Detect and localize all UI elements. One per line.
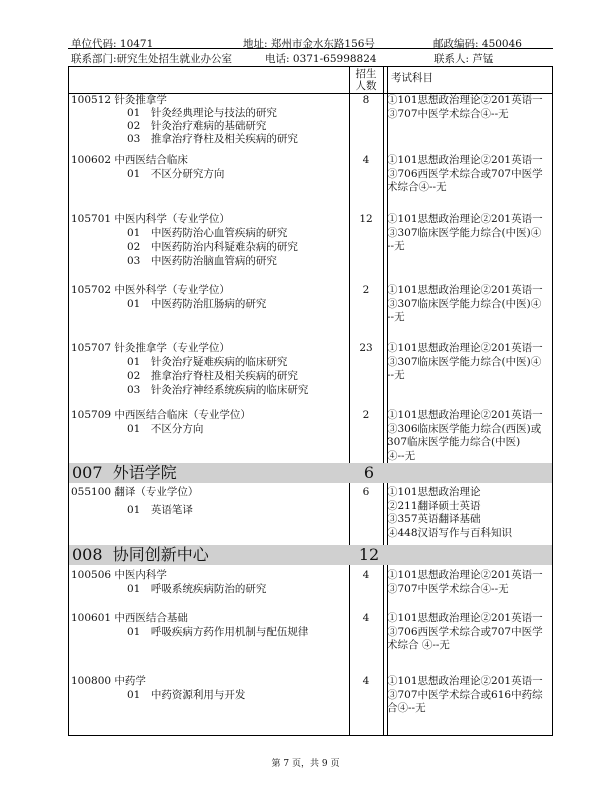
research-direction: 03 中医药防治脑血管病的研究: [127, 255, 277, 267]
research-direction: 01 针灸治疗疑难疾病的临床研究: [127, 356, 288, 368]
unit-code-label: 单位代码:: [71, 38, 117, 50]
header-divider: [68, 48, 553, 49]
exam-subjects: ①101思想政治理论②201英语一 ③707中医学术综合④--无: [387, 569, 543, 595]
enrollment-count: 12: [359, 213, 373, 225]
department-section-header: [69, 463, 552, 483]
research-direction: 01 不区分方向: [127, 423, 204, 435]
subjects-column-header: 考试科目: [391, 72, 433, 84]
postal-label: 邮政编码:: [433, 38, 479, 50]
major-title: 100602 中西医结合临床: [71, 154, 188, 166]
research-direction: 01 不区分研究方向: [127, 168, 225, 180]
research-direction: 03 针灸治疗神经系统疾病的临床研究: [127, 384, 309, 396]
enrollment-count: 8: [362, 94, 370, 106]
count-header-line1: 招生: [355, 68, 377, 80]
exam-subjects: ①101思想政治理论②201英语一 ③707中医学术综合或616中药综 合④--无: [387, 675, 543, 714]
enrollment-count: 4: [362, 612, 370, 624]
department-count: 6: [363, 463, 375, 482]
exam-subjects: ①101思想政治理论②201英语一 ③307临床医学能力综合(中医)④ --无: [387, 342, 543, 381]
research-direction: 02 中医药防治内科疑难杂病的研究: [127, 241, 298, 253]
department-section-header: [69, 545, 552, 565]
major-title: 100512 针灸推拿学: [71, 94, 167, 106]
exam-subjects: ①101思想政治理论②201英语一 ③307临床医学能力综合(中医)④ --无: [387, 284, 543, 323]
major-title: 105701 中医内科学（专业学位）: [71, 213, 230, 225]
dept-value: 研究生处招生就业办公室: [116, 53, 233, 65]
major-title: 105707 针灸推拿学（专业学位）: [71, 342, 230, 354]
address-label: 地址:: [243, 38, 268, 50]
research-direction: 02 针灸治疗难病的基础研究: [127, 120, 267, 132]
contact-person: [434, 51, 493, 66]
unit-code-value: 10471: [119, 38, 154, 50]
contact-dept: [71, 51, 232, 66]
enrollment-count: 4: [362, 154, 370, 166]
enrollment-count: 4: [362, 569, 370, 581]
phone: [265, 51, 377, 66]
column-divider: [383, 67, 384, 735]
contact-value: 芦锰: [472, 53, 494, 65]
department-name: 008 协同创新中心: [72, 545, 209, 564]
research-direction: 01 中医药防治心血管疾病的研究: [127, 227, 288, 239]
enrollment-count: 4: [362, 675, 370, 687]
major-title: 100506 中医内科学: [71, 569, 167, 581]
major-title: 055100 翻译（专业学位）: [71, 486, 199, 498]
exam-subjects: ①101思想政治理论②201英语一 ③707中医学术综合④--无: [387, 94, 543, 120]
phone-label: 电话:: [265, 53, 290, 65]
research-direction: 02 推拿治疗脊柱及相关疾病的研究: [127, 370, 298, 382]
phone-value: 0371-65998824: [292, 53, 377, 65]
research-direction: 01 呼吸疾病方药作用机制与配伍规律: [127, 626, 309, 638]
major-title: 105709 中西医结合临床（专业学位）: [71, 409, 251, 421]
page-footer: 第 7 页，共 9 页: [271, 759, 340, 769]
exam-subjects: ①101思想政治理论 ②211翻译硕士英语 ③357英语翻译基础 ④448汉语写作与百科知识: [387, 486, 513, 539]
major-title: 105702 中医外科学（专业学位）: [71, 284, 230, 296]
major-title: 100601 中西医结合基础: [71, 612, 188, 624]
address-value: 郑州市金水东路156号: [270, 38, 375, 50]
postal-value: 450046: [481, 38, 522, 50]
exam-subjects: ①101思想政治理论②201英语一 ③306临床医学能力综合(西医)或 307临床医学能力综合(中医) ④--无: [387, 409, 543, 462]
admissions-table: [68, 66, 553, 736]
research-direction: 01 针灸经典理论与技法的研究: [127, 107, 277, 119]
major-title: 100800 中药学: [71, 675, 146, 687]
research-direction: 01 中医药防治肛肠病的研究: [127, 298, 267, 310]
contact-label: 联系人:: [434, 53, 470, 65]
enrollment-count: 2: [362, 284, 370, 296]
enrollment-count: 2: [362, 409, 370, 421]
count-header-line2: 人数: [355, 80, 377, 92]
research-direction: 01 呼吸系统疾病防治的研究: [127, 583, 267, 595]
enrollment-count: 23: [359, 342, 373, 354]
department-count: 12: [358, 545, 380, 564]
count-column-header: [349, 68, 383, 92]
department-name: 007 外语学院: [72, 463, 177, 482]
enrollment-count: 6: [362, 486, 370, 498]
research-direction: 01 中药资源利用与开发: [127, 689, 246, 701]
research-direction: 03 推拿治疗脊柱及相关疾病的研究: [127, 133, 298, 145]
exam-subjects: ①101思想政治理论②201英语一 ③307临床医学能力综合(中医)④ --无: [387, 213, 543, 252]
research-direction: 01 英语笔译: [127, 504, 193, 516]
dept-label: 联系部门:: [71, 53, 117, 65]
exam-subjects: ①101思想政治理论②201英语一 ③706西医学术综合或707中医学 术综合 ④--无: [387, 612, 543, 651]
exam-subjects: ①101思想政治理论②201英语一 ③706西医学术综合或707中医学 术综合④--无: [387, 154, 543, 193]
